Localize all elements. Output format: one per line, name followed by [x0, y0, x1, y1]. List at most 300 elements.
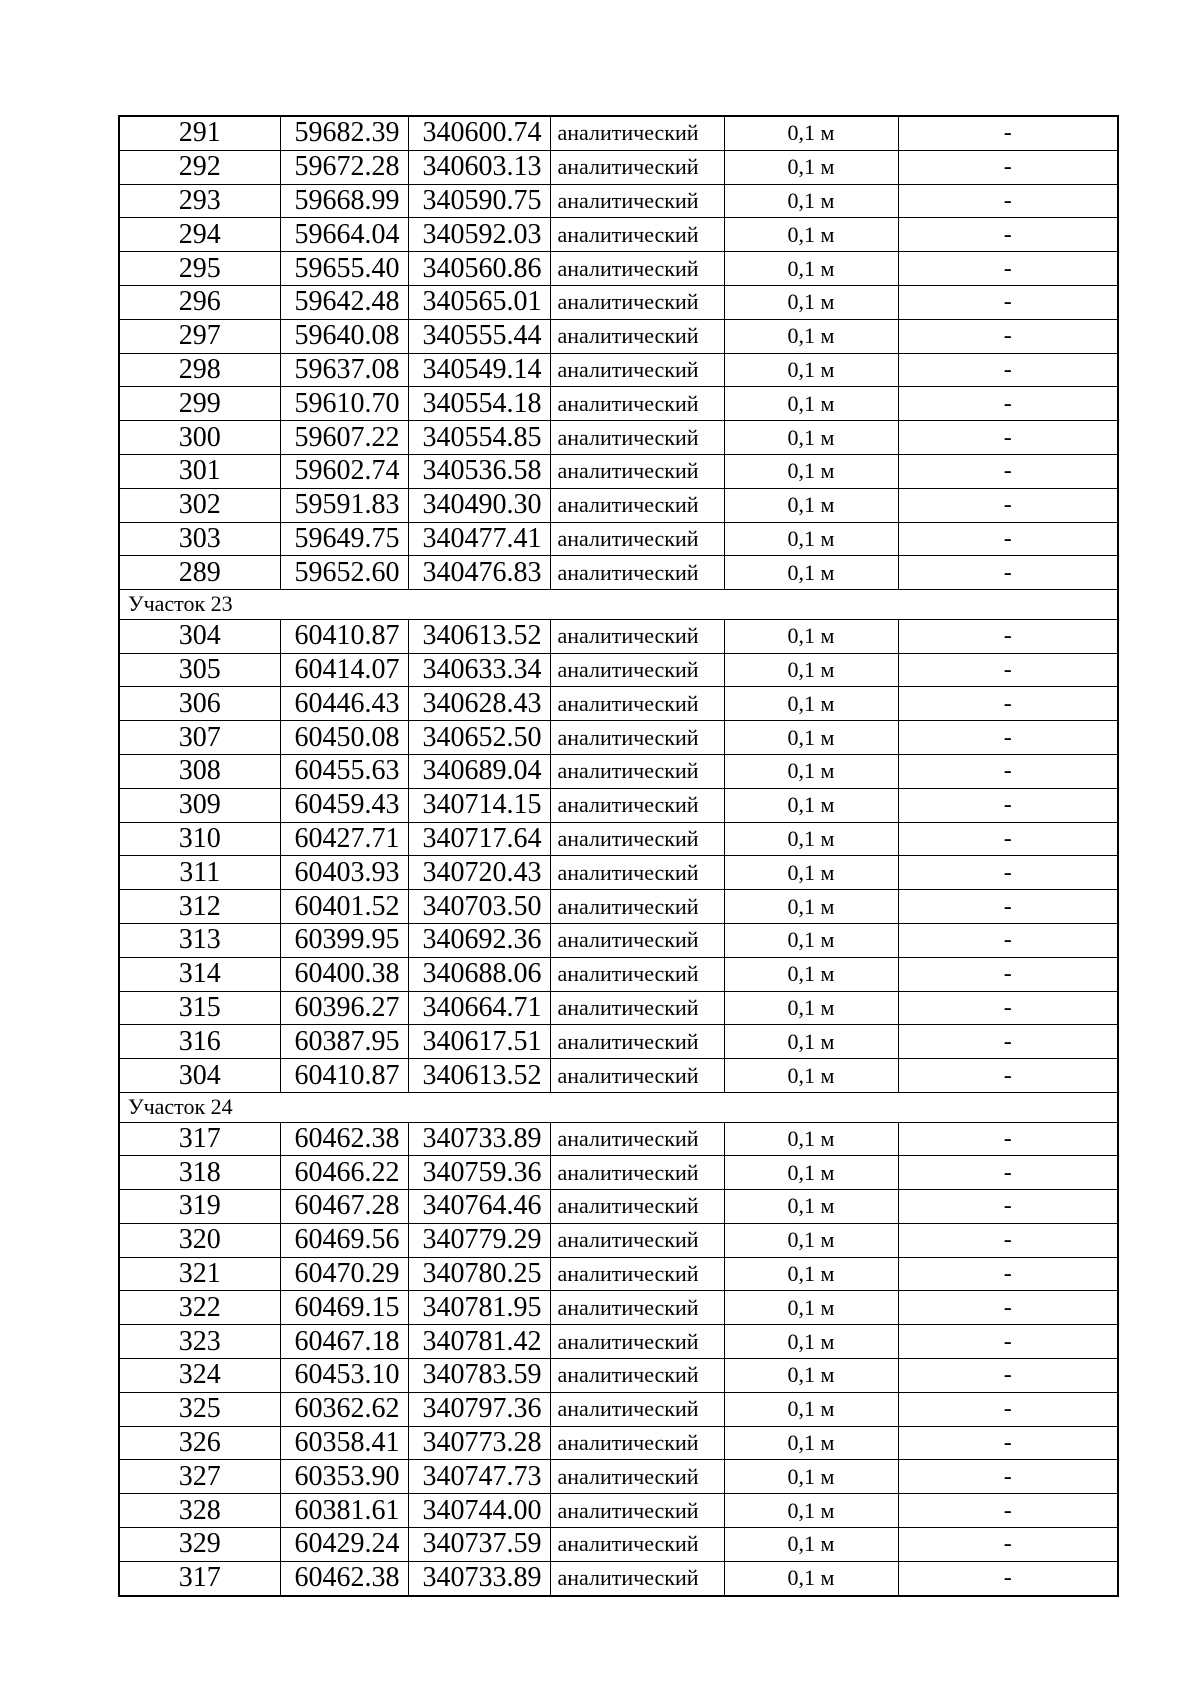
point-number: 289	[119, 556, 280, 590]
table-row	[119, 1257, 1118, 1291]
table-row	[119, 1528, 1118, 1562]
note-cell: -	[898, 788, 1118, 822]
coordinate-x: 60381.61	[280, 1494, 408, 1528]
table-row	[119, 1291, 1118, 1325]
accuracy-cell: 0,1 м	[724, 252, 898, 286]
table-row	[119, 488, 1118, 522]
coordinate-y: 340714.15	[408, 788, 550, 822]
coordinate-y: 340664.71	[408, 991, 550, 1025]
coordinate-y: 340781.42	[408, 1325, 550, 1359]
method-cell: аналитический	[550, 421, 724, 455]
point-number: 297	[119, 319, 280, 353]
point-number: 322	[119, 1291, 280, 1325]
point-number: 313	[119, 923, 280, 957]
method-cell: аналитический	[550, 1494, 724, 1528]
note-cell: -	[898, 890, 1118, 924]
coordinate-y: 340797.36	[408, 1392, 550, 1426]
note-cell: -	[898, 285, 1118, 319]
accuracy-cell: 0,1 м	[724, 218, 898, 252]
table-row	[119, 957, 1118, 991]
coordinate-y: 340703.50	[408, 890, 550, 924]
note-cell: -	[898, 1494, 1118, 1528]
point-number: 302	[119, 488, 280, 522]
point-number: 299	[119, 387, 280, 421]
method-cell: аналитический	[550, 387, 724, 421]
accuracy-cell: 0,1 м	[724, 1528, 898, 1562]
point-number: 308	[119, 754, 280, 788]
table-row	[119, 721, 1118, 755]
method-cell: аналитический	[550, 116, 724, 150]
note-cell: -	[898, 721, 1118, 755]
coordinate-y: 340783.59	[408, 1359, 550, 1393]
table-row	[119, 1223, 1118, 1257]
coordinate-y: 340592.03	[408, 218, 550, 252]
coordinate-x: 59640.08	[280, 319, 408, 353]
method-cell: аналитический	[550, 218, 724, 252]
coordinate-x: 59649.75	[280, 522, 408, 556]
coordinate-y: 340692.36	[408, 923, 550, 957]
accuracy-cell: 0,1 м	[724, 856, 898, 890]
coordinate-x: 60455.63	[280, 754, 408, 788]
coordinate-y: 340554.85	[408, 421, 550, 455]
table-row	[119, 687, 1118, 721]
coordinate-y: 340560.86	[408, 252, 550, 286]
note-cell: -	[898, 387, 1118, 421]
method-cell: аналитический	[550, 856, 724, 890]
point-number: 301	[119, 454, 280, 488]
method-cell: аналитический	[550, 353, 724, 387]
note-cell: -	[898, 556, 1118, 590]
accuracy-cell: 0,1 м	[724, 721, 898, 755]
coordinate-x: 59607.22	[280, 421, 408, 455]
accuracy-cell: 0,1 м	[724, 1223, 898, 1257]
note-cell: -	[898, 619, 1118, 653]
coordinate-x: 60353.90	[280, 1460, 408, 1494]
coordinate-y: 340613.52	[408, 619, 550, 653]
coordinate-x: 59682.39	[280, 116, 408, 150]
table-row	[119, 150, 1118, 184]
method-cell: аналитический	[550, 319, 724, 353]
coordinate-x: 60462.38	[280, 1122, 408, 1156]
method-cell: аналитический	[550, 1257, 724, 1291]
point-number: 303	[119, 522, 280, 556]
section-header-row	[119, 590, 1118, 620]
coordinate-x: 60399.95	[280, 923, 408, 957]
note-cell: -	[898, 1223, 1118, 1257]
method-cell: аналитический	[550, 285, 724, 319]
table-row	[119, 522, 1118, 556]
coordinate-x: 60400.38	[280, 957, 408, 991]
table-row	[119, 1460, 1118, 1494]
point-number: 296	[119, 285, 280, 319]
point-number: 307	[119, 721, 280, 755]
coordinate-x: 60467.18	[280, 1325, 408, 1359]
point-number: 300	[119, 421, 280, 455]
method-cell: аналитический	[550, 522, 724, 556]
coordinate-y: 340633.34	[408, 653, 550, 687]
table-row	[119, 319, 1118, 353]
accuracy-cell: 0,1 м	[724, 1156, 898, 1190]
point-number: 309	[119, 788, 280, 822]
point-number: 316	[119, 1025, 280, 1059]
coordinate-y: 340764.46	[408, 1190, 550, 1224]
note-cell: -	[898, 991, 1118, 1025]
table-row	[119, 387, 1118, 421]
coordinate-x: 60410.87	[280, 1059, 408, 1093]
coordinate-x: 60469.15	[280, 1291, 408, 1325]
table-row	[119, 619, 1118, 653]
point-number: 327	[119, 1460, 280, 1494]
note-cell: -	[898, 421, 1118, 455]
table-row	[119, 184, 1118, 218]
coordinate-y: 340773.28	[408, 1426, 550, 1460]
table-row	[119, 556, 1118, 590]
table-row	[119, 1426, 1118, 1460]
coordinate-y: 340737.59	[408, 1528, 550, 1562]
note-cell: -	[898, 1561, 1118, 1595]
point-number: 328	[119, 1494, 280, 1528]
note-cell: -	[898, 856, 1118, 890]
table-row	[119, 1494, 1118, 1528]
coordinate-y: 340536.58	[408, 454, 550, 488]
coordinate-x: 59602.74	[280, 454, 408, 488]
note-cell: -	[898, 1460, 1118, 1494]
accuracy-cell: 0,1 м	[724, 1494, 898, 1528]
table-row	[119, 252, 1118, 286]
method-cell: аналитический	[550, 1122, 724, 1156]
point-number: 315	[119, 991, 280, 1025]
method-cell: аналитический	[550, 1325, 724, 1359]
accuracy-cell: 0,1 м	[724, 1392, 898, 1426]
note-cell: -	[898, 1190, 1118, 1224]
section-label: Участок 23	[119, 590, 1118, 620]
table-row	[119, 923, 1118, 957]
accuracy-cell: 0,1 м	[724, 822, 898, 856]
point-number: 317	[119, 1561, 280, 1595]
point-number: 324	[119, 1359, 280, 1393]
table-row	[119, 1392, 1118, 1426]
accuracy-cell: 0,1 м	[724, 285, 898, 319]
table-row	[119, 1156, 1118, 1190]
table-row	[119, 754, 1118, 788]
note-cell: -	[898, 653, 1118, 687]
accuracy-cell: 0,1 м	[724, 1190, 898, 1224]
coordinate-x: 60429.24	[280, 1528, 408, 1562]
method-cell: аналитический	[550, 1291, 724, 1325]
coordinate-y: 340744.00	[408, 1494, 550, 1528]
table-row	[119, 890, 1118, 924]
coordinate-x: 60446.43	[280, 687, 408, 721]
accuracy-cell: 0,1 м	[724, 1291, 898, 1325]
coordinate-y: 340613.52	[408, 1059, 550, 1093]
table-row	[119, 788, 1118, 822]
coordinate-x: 60470.29	[280, 1257, 408, 1291]
note-cell: -	[898, 1325, 1118, 1359]
coordinate-y: 340555.44	[408, 319, 550, 353]
note-cell: -	[898, 687, 1118, 721]
coordinate-y: 340565.01	[408, 285, 550, 319]
point-number: 293	[119, 184, 280, 218]
table-row	[119, 1561, 1118, 1595]
method-cell: аналитический	[550, 1460, 724, 1494]
coordinate-y: 340490.30	[408, 488, 550, 522]
note-cell: -	[898, 822, 1118, 856]
note-cell: -	[898, 923, 1118, 957]
note-cell: -	[898, 184, 1118, 218]
note-cell: -	[898, 1291, 1118, 1325]
point-number: 329	[119, 1528, 280, 1562]
method-cell: аналитический	[550, 556, 724, 590]
coordinate-y: 340617.51	[408, 1025, 550, 1059]
note-cell: -	[898, 1025, 1118, 1059]
accuracy-cell: 0,1 м	[724, 619, 898, 653]
method-cell: аналитический	[550, 1223, 724, 1257]
coordinate-x: 60459.43	[280, 788, 408, 822]
point-number: 311	[119, 856, 280, 890]
accuracy-cell: 0,1 м	[724, 150, 898, 184]
accuracy-cell: 0,1 м	[724, 687, 898, 721]
table-row	[119, 1325, 1118, 1359]
point-number: 325	[119, 1392, 280, 1426]
point-number: 295	[119, 252, 280, 286]
coordinate-y: 340747.73	[408, 1460, 550, 1494]
point-number: 294	[119, 218, 280, 252]
accuracy-cell: 0,1 м	[724, 319, 898, 353]
accuracy-cell: 0,1 м	[724, 923, 898, 957]
coordinate-y: 340779.29	[408, 1223, 550, 1257]
point-number: 312	[119, 890, 280, 924]
accuracy-cell: 0,1 м	[724, 1325, 898, 1359]
coordinate-x: 59591.83	[280, 488, 408, 522]
table-row	[119, 116, 1118, 150]
coordinate-x: 60410.87	[280, 619, 408, 653]
coordinate-x: 60453.10	[280, 1359, 408, 1393]
coordinate-x: 60362.62	[280, 1392, 408, 1426]
coordinate-y: 340759.36	[408, 1156, 550, 1190]
coordinate-x: 59655.40	[280, 252, 408, 286]
note-cell: -	[898, 488, 1118, 522]
coordinate-x: 59668.99	[280, 184, 408, 218]
coordinate-y: 340717.64	[408, 822, 550, 856]
note-cell: -	[898, 522, 1118, 556]
accuracy-cell: 0,1 м	[724, 387, 898, 421]
accuracy-cell: 0,1 м	[724, 1059, 898, 1093]
accuracy-cell: 0,1 м	[724, 754, 898, 788]
accuracy-cell: 0,1 м	[724, 1561, 898, 1595]
coordinate-y: 340689.04	[408, 754, 550, 788]
method-cell: аналитический	[550, 150, 724, 184]
coordinate-x: 60414.07	[280, 653, 408, 687]
table-row	[119, 991, 1118, 1025]
table-row	[119, 822, 1118, 856]
accuracy-cell: 0,1 м	[724, 991, 898, 1025]
coordinate-y: 340733.89	[408, 1122, 550, 1156]
point-number: 304	[119, 1059, 280, 1093]
coordinate-y: 340688.06	[408, 957, 550, 991]
coordinates-table	[118, 115, 1119, 1597]
coordinate-y: 340477.41	[408, 522, 550, 556]
method-cell: аналитический	[550, 1156, 724, 1190]
point-number: 321	[119, 1257, 280, 1291]
note-cell: -	[898, 353, 1118, 387]
note-cell: -	[898, 116, 1118, 150]
coordinate-y: 340554.18	[408, 387, 550, 421]
method-cell: аналитический	[550, 788, 724, 822]
note-cell: -	[898, 1122, 1118, 1156]
coordinate-x: 59672.28	[280, 150, 408, 184]
coordinate-x: 59652.60	[280, 556, 408, 590]
method-cell: аналитический	[550, 890, 724, 924]
note-cell: -	[898, 1392, 1118, 1426]
accuracy-cell: 0,1 м	[724, 1460, 898, 1494]
coordinate-y: 340476.83	[408, 556, 550, 590]
accuracy-cell: 0,1 м	[724, 522, 898, 556]
accuracy-cell: 0,1 м	[724, 957, 898, 991]
accuracy-cell: 0,1 м	[724, 788, 898, 822]
method-cell: аналитический	[550, 1528, 724, 1562]
coordinate-x: 60387.95	[280, 1025, 408, 1059]
coordinate-x: 60403.93	[280, 856, 408, 890]
coordinate-x: 59637.08	[280, 353, 408, 387]
coordinate-y: 340652.50	[408, 721, 550, 755]
coordinate-x: 60469.56	[280, 1223, 408, 1257]
point-number: 314	[119, 957, 280, 991]
coordinates-table-body	[119, 116, 1118, 1596]
point-number: 292	[119, 150, 280, 184]
table-row	[119, 1025, 1118, 1059]
note-cell: -	[898, 150, 1118, 184]
note-cell: -	[898, 319, 1118, 353]
coordinate-x: 60396.27	[280, 991, 408, 1025]
point-number: 323	[119, 1325, 280, 1359]
method-cell: аналитический	[550, 184, 724, 218]
note-cell: -	[898, 252, 1118, 286]
accuracy-cell: 0,1 м	[724, 890, 898, 924]
method-cell: аналитический	[550, 1392, 724, 1426]
point-number: 306	[119, 687, 280, 721]
table-row	[119, 285, 1118, 319]
accuracy-cell: 0,1 м	[724, 116, 898, 150]
coordinate-y: 340603.13	[408, 150, 550, 184]
section-header-row	[119, 1092, 1118, 1122]
note-cell: -	[898, 1426, 1118, 1460]
method-cell: аналитический	[550, 687, 724, 721]
note-cell: -	[898, 1156, 1118, 1190]
method-cell: аналитический	[550, 923, 724, 957]
point-number: 298	[119, 353, 280, 387]
point-number: 318	[119, 1156, 280, 1190]
coordinate-x: 60401.52	[280, 890, 408, 924]
note-cell: -	[898, 1528, 1118, 1562]
point-number: 317	[119, 1122, 280, 1156]
point-number: 310	[119, 822, 280, 856]
method-cell: аналитический	[550, 252, 724, 286]
accuracy-cell: 0,1 м	[724, 421, 898, 455]
table-row	[119, 1122, 1118, 1156]
method-cell: аналитический	[550, 957, 724, 991]
method-cell: аналитический	[550, 619, 724, 653]
table-row	[119, 856, 1118, 890]
table-row	[119, 1190, 1118, 1224]
method-cell: аналитический	[550, 754, 724, 788]
method-cell: аналитический	[550, 822, 724, 856]
accuracy-cell: 0,1 м	[724, 1122, 898, 1156]
method-cell: аналитический	[550, 991, 724, 1025]
coordinate-x: 59610.70	[280, 387, 408, 421]
point-number: 304	[119, 619, 280, 653]
accuracy-cell: 0,1 м	[724, 1359, 898, 1393]
table-row	[119, 1359, 1118, 1393]
accuracy-cell: 0,1 м	[724, 556, 898, 590]
coordinate-x: 60466.22	[280, 1156, 408, 1190]
note-cell: -	[898, 1359, 1118, 1393]
method-cell: аналитический	[550, 1561, 724, 1595]
accuracy-cell: 0,1 м	[724, 488, 898, 522]
coordinate-y: 340780.25	[408, 1257, 550, 1291]
table-row	[119, 653, 1118, 687]
accuracy-cell: 0,1 м	[724, 1025, 898, 1059]
table-row	[119, 218, 1118, 252]
accuracy-cell: 0,1 м	[724, 1257, 898, 1291]
accuracy-cell: 0,1 м	[724, 454, 898, 488]
method-cell: аналитический	[550, 488, 724, 522]
point-number: 326	[119, 1426, 280, 1460]
coordinate-y: 340600.74	[408, 116, 550, 150]
method-cell: аналитический	[550, 1190, 724, 1224]
method-cell: аналитический	[550, 1059, 724, 1093]
accuracy-cell: 0,1 м	[724, 1426, 898, 1460]
point-number: 291	[119, 116, 280, 150]
method-cell: аналитический	[550, 653, 724, 687]
table-row	[119, 353, 1118, 387]
method-cell: аналитический	[550, 454, 724, 488]
table-row	[119, 454, 1118, 488]
coordinate-y: 340720.43	[408, 856, 550, 890]
coordinate-y: 340590.75	[408, 184, 550, 218]
coordinate-y: 340549.14	[408, 353, 550, 387]
method-cell: аналитический	[550, 1025, 724, 1059]
method-cell: аналитический	[550, 1359, 724, 1393]
note-cell: -	[898, 754, 1118, 788]
table-row	[119, 421, 1118, 455]
coordinate-y: 340628.43	[408, 687, 550, 721]
accuracy-cell: 0,1 м	[724, 353, 898, 387]
coordinate-x: 60450.08	[280, 721, 408, 755]
accuracy-cell: 0,1 м	[724, 184, 898, 218]
note-cell: -	[898, 1257, 1118, 1291]
section-label: Участок 24	[119, 1092, 1118, 1122]
coordinate-x: 60467.28	[280, 1190, 408, 1224]
note-cell: -	[898, 218, 1118, 252]
coordinate-x: 60358.41	[280, 1426, 408, 1460]
coordinate-x: 59664.04	[280, 218, 408, 252]
note-cell: -	[898, 957, 1118, 991]
method-cell: аналитический	[550, 1426, 724, 1460]
note-cell: -	[898, 454, 1118, 488]
table-row	[119, 1059, 1118, 1093]
coordinate-y: 340781.95	[408, 1291, 550, 1325]
coordinate-x: 59642.48	[280, 285, 408, 319]
coordinate-x: 60427.71	[280, 822, 408, 856]
point-number: 319	[119, 1190, 280, 1224]
coordinate-x: 60462.38	[280, 1561, 408, 1595]
note-cell: -	[898, 1059, 1118, 1093]
accuracy-cell: 0,1 м	[724, 653, 898, 687]
point-number: 320	[119, 1223, 280, 1257]
coordinate-y: 340733.89	[408, 1561, 550, 1595]
point-number: 305	[119, 653, 280, 687]
method-cell: аналитический	[550, 721, 724, 755]
